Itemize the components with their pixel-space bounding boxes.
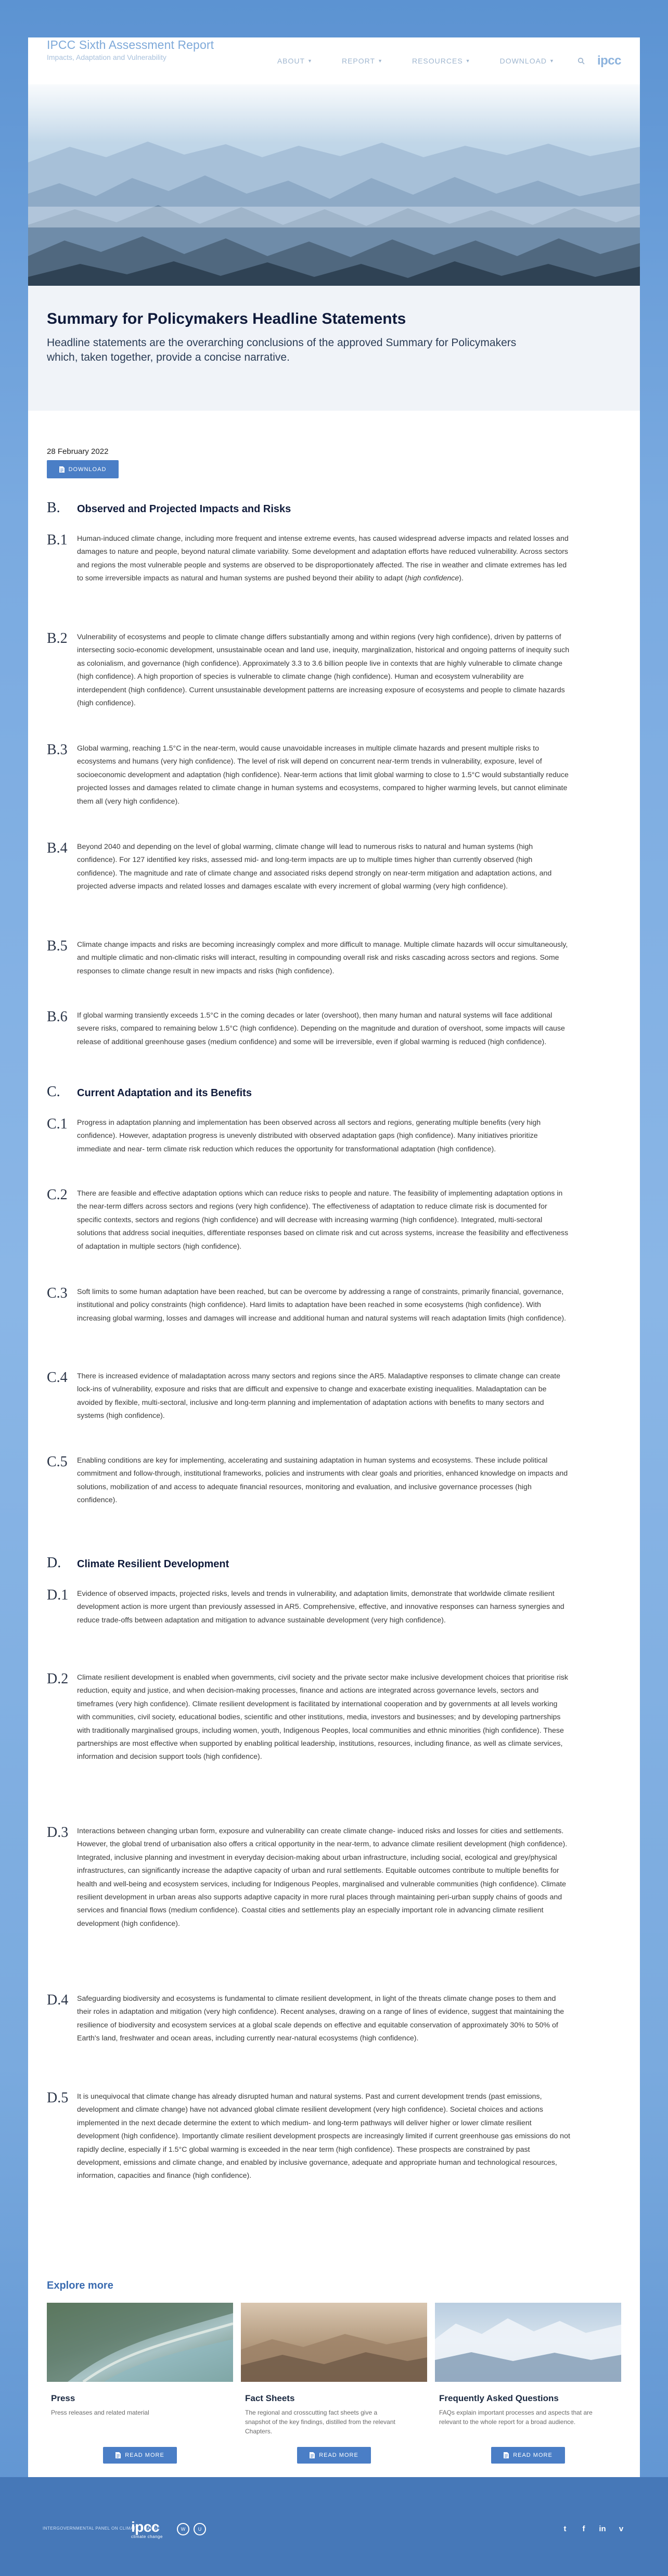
page-title: Summary for Policymakers Headline Statements [47, 310, 406, 327]
statement-text: Vulnerability of ecosystems and people to climate change differs substantially among and within regions (very high confidence), driven by patterns of intersecting socio-economic development, unsustainable ocean and land use, inequity, marginalization, historical and ongoing patterns of inequity such as colonialism, and governance (high confidence). Approximately 3.3 to 3.6 billion people live in contexts that are highly vulnerable to climate change (high confidence). A high proportion of species is vulnerable to climate change (high confidence). Human and ecosystem vulnerability are interdependent (high confidence). Current unsustainable development patterns are increasing exposure of ecosystems and people to climate hazards (high confidence). [77, 633, 570, 708]
section-title: Climate Resilient Development [77, 1558, 229, 1570]
statement-b2 [47, 631, 609, 710]
section-letter: D. [47, 1555, 61, 1571]
read-more-button[interactable] [491, 2447, 565, 2464]
facebook-icon[interactable]: f [582, 2524, 585, 2533]
card-title[interactable]: Frequently Asked Questions [439, 2393, 559, 2403]
section-d-heading [47, 1555, 229, 1570]
statement-number: D.2 [47, 1671, 69, 1687]
statement-text: Safeguarding biodiversity and ecosystems is fundamental to climate resilient development, in light of the threats climate change poses to them and their roles in adaptation and mitigation (very high confidence). Recent analyses, drawing on a range of lines of evidence, suggest that maintaining the resilience of biodiversity and ecosystem services at a global scale depends on effective and equitable conservation of approximately 30% to 50% of Earth's land, freshwater and ocean areas, including currently near-natural ecosystems (high confidence). [77, 1995, 564, 2043]
statement-text: Evidence of observed impacts, projected risks, levels and trends in vulnerability, and adaptation limits, demonstrate that worldwide climate resilient development action is more urgent than previously assessed in AR5. Comprehensive, effective, and innovative responses can harness synergies and reduce trade-offs between adaptation and mitigation to advance sustainable development (very high confidence). [77, 1590, 564, 1625]
statement-number: B.3 [47, 742, 68, 758]
section-title: Current Adaptation and its Benefits [77, 1087, 252, 1099]
card-description: FAQs explain important processes and aspects that are relevant to the whole report for a broad audience. [439, 2409, 593, 2426]
section-title: Observed and Projected Impacts and Risks [77, 503, 291, 515]
page-lede: Headline statements are the overarching conclusions of the approved Summary for Policymakers which, taken together, provide a concise narrative. [47, 337, 517, 363]
nav-resources-label: RESOURCES [412, 57, 463, 65]
document-icon [59, 466, 65, 473]
card-image[interactable] [241, 2303, 427, 2382]
site-title[interactable]: IPCC Sixth Assessment Report [47, 38, 214, 52]
section-c-heading [47, 1084, 252, 1099]
card-press [47, 2303, 233, 2464]
statement-d4 [47, 1993, 609, 2046]
statement-number: B.4 [47, 840, 68, 856]
card-title[interactable]: Press [51, 2393, 75, 2403]
statement-d2 [47, 1671, 609, 1764]
statement-number: C.3 [47, 1285, 68, 1301]
statement-text: Climate change impacts and risks are becoming increasingly complex and more difficult to manage. Multiple climate hazards will occur simultaneously, and multiple climatic and non-climatic risks will interact, resulting in compounding overall risk and risks cascading across sectors and regions. Some responses to climate change result in new impacts and risks (high confidence). [77, 941, 568, 975]
footer-emblems [177, 2523, 210, 2535]
footer-logo-subtext: climate change [131, 2534, 163, 2539]
card-description: Press releases and related material [51, 2409, 149, 2416]
statement-d1 [47, 1588, 609, 1627]
ipcc-logo[interactable]: ipcc [597, 54, 621, 68]
statement-number: C.1 [47, 1116, 68, 1132]
nav-about[interactable] [277, 57, 313, 65]
card-faq [435, 2303, 621, 2464]
section-b-heading [47, 500, 291, 515]
statement-text: Beyond 2040 and depending on the level of global warming, climate change will lead to numerous risks to natural and human systems (high confidence). For 127 identified key risks, assessed mid- and long-term impacts are up to multiple times higher than currently observed (high confidence). The magnitude and rate of climate change and associated risks depend strongly on near-term mitigation and adaptation actions, and projected adverse impacts and related losses and damages escalate with every increment of global warming (very high confidence). [77, 843, 552, 891]
card-image[interactable] [435, 2303, 621, 2382]
statement-b6 [47, 1009, 609, 1049]
statement-c4 [47, 1370, 609, 1423]
statement-text: Interactions between changing urban form, exposure and vulnerability can create climate change- induced risks and losses for cities and settlements. However, the global trend of urbanisation also offers a critical opportunity in the near-term, to advance climate resilient development (high confidence). Integrated, inclusive planning and investment in everyday decision-making about urban infrastructure, including social, ecological and grey/physical infrastructures, can significantly increase the adaptive capacity of urban and rural settlements. Equitable outcomes contribute to multiple benefits for health and well-being and ecosystem services, including for Indigenous Peoples, marginalised and vulnerable communities (high confidence). Climate resilient development in urban areas also supports adaptive capacity in more rural places through maintaining peri-urban supply chains of goods and services and financial flows (medium confidence). Coastal cities and settlements play an especially important role in advancing climate resilient development (high confidence). [77, 1827, 568, 1928]
section-letter: C. [47, 1084, 60, 1100]
card-title[interactable]: Fact Sheets [245, 2393, 295, 2403]
nav-download[interactable] [500, 57, 555, 65]
statement-d3 [47, 1825, 609, 1931]
download-button[interactable] [47, 460, 119, 478]
statement-text: Enabling conditions are key for implementing, accelerating and sustaining adaptation in human systems and ecosystems. These include political commitment and follow-through, institutional frameworks, policies and instruments with clear goals and priorities, enhanced knowledge on impacts and solutions, mobilization of and access to adequate financial resources, monitoring and evaluation, and inclusive governance processes (high confidence). [77, 1456, 568, 1505]
statement-number: C.5 [47, 1454, 68, 1470]
brand[interactable] [47, 37, 224, 62]
vimeo-icon[interactable]: v [619, 2524, 624, 2533]
linkedin-icon[interactable]: in [599, 2524, 606, 2533]
page-container [28, 37, 640, 2477]
landscape-image [241, 2303, 427, 2382]
statement-number: B.1 [47, 532, 68, 548]
read-more-button[interactable] [297, 2447, 371, 2464]
wmo-emblem-icon[interactable]: W [177, 2523, 189, 2535]
statement-text: There is increased evidence of maladaptation across many sectors and regions since the AR5. Maladaptive responses to climate change can create lock-ins of vulnerability, exposure and risks that are difficult and expensive to change and exacerbate existing inequalities. Maladaptation can be avoided by flexible, multi-sectoral, inclusive and long-term planning and implementation of adaptation actions with benefits to many sectors and systems (high confidence). [77, 1372, 561, 1420]
main-menu [248, 54, 621, 68]
confidence-label: high confidence [407, 574, 459, 583]
statement-text: Climate resilient development is enabled when governments, civil society and the private sector make inclusive development choices that prioritise risk reduction, equity and justice, and when decision-making processes, finance and actions are integrated across governance levels, sectors and timeframes (very high confidence). Climate resilient development is facilitated by international cooperation and by governments at all levels working with communities, civil society, educational bodies, scientific and other institutions, media, investors and businesses; and by developing partnerships with traditionally marginalised groups, including women, youth, Indigenous Peoples, local communities and ethnic minorities (high confidence). These partnerships are most effective when supported by enabling political leadership, institutions, resources, including finance, as well as climate services, information and decision support tools (high confidence). [77, 1673, 568, 1761]
statement-text: There are feasible and effective adaptation options which can reduce risks to people and nature. The feasibility of implementing adaptation options in the near-term differs across sectors and regions (very high confidence). The effectiveness of adaptation to reduce climate risk is documented for specific contexts, sectors and regions (high confidence) and will decrease with increasing warming (high confidence). Integrated, multi-sectoral solutions that address social inequities, differentiate responses based on climate risk and cut across systems, increase the feasibility and effectiveness of adaptation in multiple sectors (high confidence). [77, 1189, 569, 1251]
statement-number: D.4 [47, 1992, 69, 2008]
nav-about-label: ABOUT [277, 57, 305, 65]
download-label: DOWNLOAD [68, 466, 107, 473]
document-icon [310, 2452, 315, 2458]
statement-number: B.2 [47, 630, 68, 646]
statement-text: It is unequivocal that climate change has already disrupted human and natural systems. Past and current development trends (past emissions, development and climate change) have not advanced global climate resilient development (very high confidence). Societal choices and actions implemented in the next decade determine the extent to which medium- and long-term pathways will deliver higher or lower climate resilient development (high confidence). Importantly climate resilient development prospects are increasingly limited if current greenhouse gas emissions do not rapidly decline, especially if 1.5°C global warming is exceeded in the near term (high confidence). These prospects are constrained by past development, emissions and climate change, and enabled by inclusive governance, adequate and appropriate human and technological resources, information, capacities and finance (high confidence). [77, 2092, 570, 2180]
statement-c2 [47, 1187, 609, 1253]
statement-text: Global warming, reaching 1.5°C in the near-term, would cause unavoidable increases in multiple climate hazards and present multiple risks to ecosystems and humans (very high confidence). The level of risk will depend on concurrent near-term trends in vulnerability, exposure, level of socioeconomic development and adaptation (high confidence). Near-term actions that limit global warming to close to 1.5°C would substantially reduce projected losses and damages related to climate change in human systems and ecosystems, compared to higher warming levels, but cannot eliminate them all (very high confidence). [77, 744, 569, 806]
statement-text: If global warming transiently exceeds 1.5°C in the coming decades or later (overshoot), then many human and natural systems will face additional severe risks, compared to remaining below 1.5°C (high confidence). Depending on the magnitude and duration of overshoot, some impacts will cause release of additional greenhouse gases (medium confidence) and some will be irreversible, even if global warming is reduced (high confidence). [77, 1011, 565, 1046]
statement-b1 [47, 532, 609, 586]
statement-number: D.3 [47, 1824, 69, 1841]
statement-text [77, 532, 570, 586]
card-description: The regional and crosscutting fact sheets give a snapshot of the key findings, distilled from the relevant Chapters. [245, 2409, 395, 2435]
nav-download-label: DOWNLOAD [499, 57, 547, 65]
nav-report[interactable] [342, 57, 383, 65]
footer-logo-text: ipcc [131, 2519, 160, 2535]
glacier-image [435, 2303, 621, 2382]
statement-text: Soft limits to some human adaptation have been reached, but can be overcome by addressing a range of constraints, primarily financial, governance, institutional and policy constraints (high confidence). Hard limits to adaptation have been reached in some ecosystems (high confidence). With increasing global warming, losses and damages will increase and additional human and natural systems will reach adaptation limits (high confidence). [77, 1288, 567, 1323]
site-subtitle: Impacts, Adaptation and Vulnerability [47, 53, 166, 61]
unep-emblem-icon[interactable]: U [194, 2523, 206, 2535]
statement-b4 [47, 841, 609, 894]
statement-b3 [47, 742, 609, 808]
statement-number: D.5 [47, 2090, 69, 2106]
top-nav [28, 37, 640, 84]
social-links [551, 2524, 626, 2534]
nav-resources[interactable] [412, 57, 471, 65]
statement-text: Progress in adaptation planning and implementation has been observed across all sectors and regions, generating multiple benefits (very high confidence). However, adaptation progress is unevenly distributed with observed adaptation gaps (high confidence). Many initiatives prioritize immediate and near- term climate risk reduction which reduces the opportunity for transformational adaptation (high confidence). [77, 1119, 541, 1153]
read-more-label: READ MORE [513, 2452, 553, 2458]
nav-report-label: REPORT [341, 57, 376, 65]
chevron-down-icon: ▼ [549, 58, 555, 64]
twitter-icon[interactable]: t [563, 2524, 567, 2533]
hero-image [28, 84, 640, 286]
read-more-button[interactable] [103, 2447, 177, 2464]
statement-number: D.1 [47, 1587, 69, 1603]
section-letter: B. [47, 500, 60, 516]
search-icon[interactable] [577, 57, 585, 65]
mountain-landscape [28, 84, 640, 286]
statement-number: B.5 [47, 938, 68, 954]
publish-date: 28 February 2022 [47, 447, 109, 456]
read-more-label: READ MORE [319, 2452, 358, 2458]
footer-ipcc-logo[interactable] [131, 2520, 163, 2539]
statement-c5 [47, 1454, 609, 1507]
chevron-down-icon: ▼ [465, 58, 471, 64]
statement-c3 [47, 1286, 609, 1325]
statement-d5 [47, 2090, 609, 2183]
card-image[interactable] [47, 2303, 233, 2382]
document-icon [115, 2452, 121, 2458]
statement-number: C.4 [47, 1369, 68, 1386]
coastline-image [47, 2303, 233, 2382]
card-fact-sheets [241, 2303, 427, 2464]
document-icon [504, 2452, 509, 2458]
statement-number: C.2 [47, 1187, 68, 1203]
statement-body: Human-induced climate change, including more frequent and intense extreme events, has caused widespread adverse impacts and related losses and damages to nature and people, beyond natural climate variability. Some development and adaptation efforts have reduced vulnerability. Across sectors and regions the most vulnerable people and systems are observed to be disproportionately affected. The rise in weather and climate extremes has led to some irreversible impacts as natural and human systems are pushed beyond their ability to adapt ( [77, 535, 569, 583]
statement-end: ). [459, 574, 464, 583]
chevron-down-icon: ▼ [307, 58, 313, 64]
statement-number: B.6 [47, 1009, 68, 1025]
read-more-label: READ MORE [125, 2452, 164, 2458]
statement-c1 [47, 1116, 609, 1156]
footer-copyright: INTERGOVERNMENTAL PANEL ON CLIMATE CHANGE [43, 2526, 160, 2531]
explore-title: Explore more [47, 2280, 113, 2291]
footer [0, 2477, 668, 2576]
page-header [28, 286, 640, 411]
chevron-down-icon: ▼ [378, 58, 383, 64]
statement-b5 [47, 938, 609, 978]
